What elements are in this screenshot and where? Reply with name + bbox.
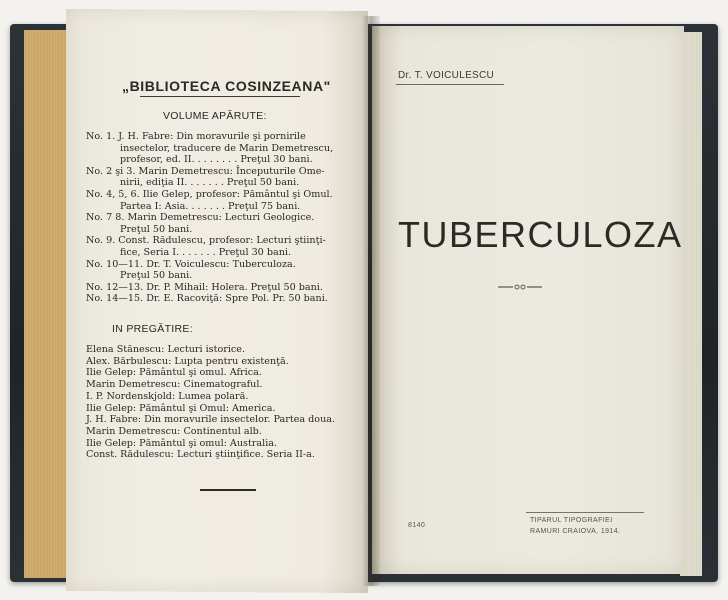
author-name: Dr. T. VOICULESCU bbox=[398, 70, 495, 81]
preparing-entry: Ilie Gelep: Pământul şi omul: Australia. bbox=[86, 437, 278, 449]
ornament-icon bbox=[498, 282, 542, 292]
printer-line-1: TIPARUL TIPOGRAFIEI bbox=[530, 517, 613, 524]
published-entry-line: No. 2 şi 3. Marin Demetrescu: Începuturile Ome- bbox=[86, 165, 325, 177]
preparing-heading: IN PREGĂTIRE: bbox=[112, 323, 193, 335]
published-entry-line: Preţul 50 bani. bbox=[120, 223, 193, 235]
published-list bbox=[86, 131, 356, 305]
preparing-entry: Elena Stănescu: Lecturi istorice. bbox=[86, 344, 245, 355]
printer-line-2: RAMURI CRAIOVA, 1914. bbox=[530, 528, 621, 535]
preparing-entry: Marin Demetrescu: Continentul alb. bbox=[86, 425, 262, 437]
preparing-entry: Marin Demetrescu: Cinematograful. bbox=[86, 379, 263, 391]
published-heading: VOLUME APĂRUTE: bbox=[163, 110, 267, 122]
title-rule bbox=[140, 96, 300, 97]
preparing-entry: Alex. Bărbulescu: Lupta pentru existenţă. bbox=[86, 355, 289, 367]
published-entry-line: No. 1. J. H. Fabre: Din moravurile şi pornirile bbox=[86, 131, 306, 142]
published-entry-line: Partea I: Asia. . . . . . . Preţul 75 bani. bbox=[120, 200, 301, 212]
preparing-entry: J. H. Fabre: Din moravurile insectelor. Partea doua. bbox=[86, 414, 336, 426]
gilded-page-edges bbox=[24, 30, 71, 578]
preparing-entry: Ilie Gelep: Pământul şi Omul: America. bbox=[86, 402, 276, 414]
published-entry-line: nirii, ediţia II. . . . . . . Preţul 50 bani. bbox=[120, 177, 300, 189]
published-entry-line: No. 4, 5, 6. Ilie Gelep, profesor: Pământul şi Omul. bbox=[86, 188, 333, 200]
footer-number: 8140 bbox=[408, 522, 426, 529]
published-entry-line: profesor, ed. II. . . . . . . . Preţul 30 bani. bbox=[120, 154, 313, 166]
preparing-entry: Const. Rădulescu: Lecturi ştiinţifice. Seria II-a. bbox=[86, 449, 315, 461]
ornament-rule bbox=[200, 489, 256, 491]
published-entry-line: fice, Seria I. . . . . . . Preţul 30 bani. bbox=[120, 246, 291, 258]
published-entry-line: Preţul 50 bani. bbox=[120, 270, 193, 282]
author-rule bbox=[396, 84, 504, 85]
preparing-list bbox=[86, 344, 335, 461]
published-entry-line: No. 7 8. Marin Demetrescu: Lecturi Geologice. bbox=[86, 212, 315, 224]
published-entry-line: insectelor, traducere de Marin Demetrescu, bbox=[120, 142, 334, 154]
book-title: TUBERCULOZA bbox=[398, 214, 683, 255]
published-entry-line: No. 10—11. Dr. T. Voiculescu: Tuberculoza. bbox=[86, 258, 296, 270]
series-title: „BIBLIOTECA COSINZEANA" bbox=[122, 78, 331, 94]
right-page bbox=[372, 26, 684, 574]
published-entry-line: No. 14—15. Dr. E. Racoviţă: Spre Pol. Pr. 50 bani. bbox=[86, 293, 328, 305]
published-entry-line: No. 9. Const. Rădulescu, profesor: Lecturi ştiinţi- bbox=[86, 235, 326, 247]
preparing-entry: Ilie Gelep: Pământul şi omul. Africa. bbox=[86, 367, 262, 379]
book-gutter bbox=[362, 16, 380, 586]
preparing-entry: I. P. Nordenskjold: Lumea polară. bbox=[86, 390, 249, 402]
published-entry-line: No. 12—13. Dr. P. Mihail: Holera. Preţul 50 bani. bbox=[86, 281, 323, 293]
printer-rule bbox=[526, 512, 644, 513]
